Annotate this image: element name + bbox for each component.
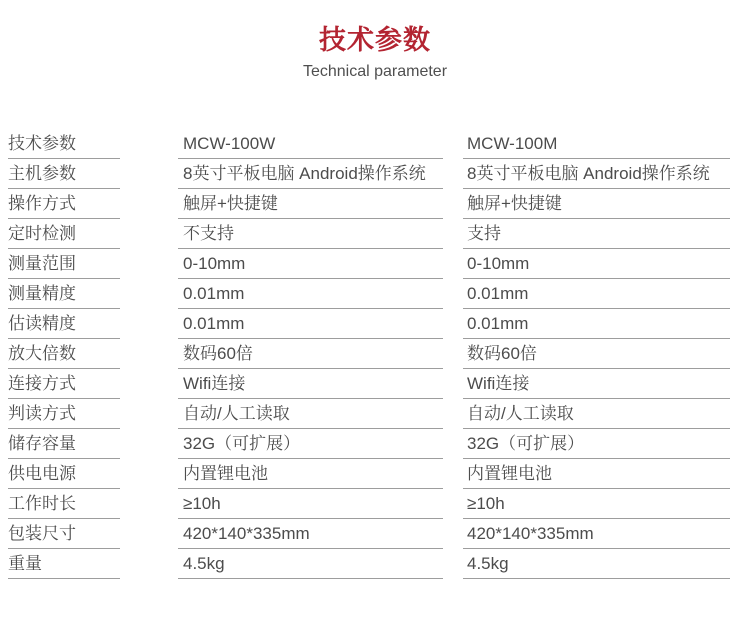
mcw-100w-value: 8英寸平板电脑 Android操作系统 — [178, 159, 443, 189]
table-row — [8, 459, 730, 489]
page-header — [0, 0, 750, 83]
mcw-100w-value: MCW-100W — [178, 129, 443, 159]
table-row — [8, 249, 730, 279]
column-gap — [120, 459, 178, 489]
mcw-100w-value: ≥10h — [178, 489, 443, 519]
param-label: 定时检测 — [8, 219, 120, 249]
param-label: 储存容量 — [8, 429, 120, 459]
table-row — [8, 189, 730, 219]
mcw-100w-value: 0-10mm — [178, 249, 443, 279]
column-gap — [120, 549, 178, 579]
param-label: 测量范围 — [8, 249, 120, 279]
column-gap — [443, 429, 463, 459]
param-label: 放大倍数 — [8, 339, 120, 369]
param-label: 供电电源 — [8, 459, 120, 489]
column-gap — [443, 159, 463, 189]
mcw-100m-value: Wifi连接 — [463, 369, 730, 399]
table-row — [8, 399, 730, 429]
column-gap — [120, 489, 178, 519]
column-gap — [120, 369, 178, 399]
mcw-100w-value: 0.01mm — [178, 279, 443, 309]
mcw-100m-value: 0.01mm — [463, 279, 730, 309]
table-row — [8, 219, 730, 249]
mcw-100m-value: 触屏+快捷键 — [463, 189, 730, 219]
mcw-100m-value: MCW-100M — [463, 129, 730, 159]
column-gap — [120, 519, 178, 549]
column-gap — [120, 249, 178, 279]
column-gap — [443, 279, 463, 309]
column-gap — [443, 549, 463, 579]
mcw-100w-value: 内置锂电池 — [178, 459, 443, 489]
param-label: 操作方式 — [8, 189, 120, 219]
column-gap — [120, 339, 178, 369]
column-gap — [120, 279, 178, 309]
page-title: 技术参数 — [319, 25, 431, 55]
mcw-100m-value: 4.5kg — [463, 549, 730, 579]
table-row — [8, 489, 730, 519]
column-gap — [120, 159, 178, 189]
table-row — [8, 129, 730, 159]
param-label: 主机参数 — [8, 159, 120, 189]
table-row — [8, 309, 730, 339]
column-gap — [120, 189, 178, 219]
param-label: 工作时长 — [8, 489, 120, 519]
column-gap — [443, 309, 463, 339]
mcw-100m-value: 自动/人工读取 — [463, 399, 730, 429]
mcw-100w-value: 420*140*335mm — [178, 519, 443, 549]
column-gap — [443, 399, 463, 429]
column-gap — [443, 219, 463, 249]
table-row — [8, 279, 730, 309]
column-gap — [120, 399, 178, 429]
table-row — [8, 549, 730, 579]
param-label: 估读精度 — [8, 309, 120, 339]
mcw-100w-value: 数码60倍 — [178, 339, 443, 369]
mcw-100w-value: Wifi连接 — [178, 369, 443, 399]
table-row — [8, 339, 730, 369]
param-label: 包装尺寸 — [8, 519, 120, 549]
mcw-100m-value: 0-10mm — [463, 249, 730, 279]
column-gap — [443, 369, 463, 399]
mcw-100w-value: 32G（可扩展） — [178, 429, 443, 459]
column-gap — [443, 339, 463, 369]
column-gap — [443, 129, 463, 159]
param-label: 判读方式 — [8, 399, 120, 429]
table-row — [8, 159, 730, 189]
table-row — [8, 519, 730, 549]
column-gap — [120, 219, 178, 249]
column-gap — [120, 129, 178, 159]
mcw-100m-value: 32G（可扩展） — [463, 429, 730, 459]
table-row — [8, 369, 730, 399]
mcw-100m-value: 支持 — [463, 219, 730, 249]
mcw-100m-value: 0.01mm — [463, 309, 730, 339]
param-label: 重量 — [8, 549, 120, 579]
table-row — [8, 429, 730, 459]
mcw-100m-value: 内置锂电池 — [463, 459, 730, 489]
column-gap — [443, 459, 463, 489]
mcw-100m-value: 8英寸平板电脑 Android操作系统 — [463, 159, 730, 189]
mcw-100m-value: 420*140*335mm — [463, 519, 730, 549]
column-gap — [443, 189, 463, 219]
spec-table — [8, 129, 730, 579]
param-label: 技术参数 — [8, 129, 120, 159]
column-gap — [443, 489, 463, 519]
column-gap — [120, 309, 178, 339]
param-label: 连接方式 — [8, 369, 120, 399]
mcw-100w-value: 不支持 — [178, 219, 443, 249]
column-gap — [443, 519, 463, 549]
mcw-100w-value: 触屏+快捷键 — [178, 189, 443, 219]
param-label: 测量精度 — [8, 279, 120, 309]
column-gap — [120, 429, 178, 459]
mcw-100m-value: ≥10h — [463, 489, 730, 519]
page-subtitle: Technical parameter — [302, 63, 448, 80]
column-gap — [443, 249, 463, 279]
mcw-100m-value: 数码60倍 — [463, 339, 730, 369]
mcw-100w-value: 0.01mm — [178, 309, 443, 339]
mcw-100w-value: 自动/人工读取 — [178, 399, 443, 429]
mcw-100w-value: 4.5kg — [178, 549, 443, 579]
